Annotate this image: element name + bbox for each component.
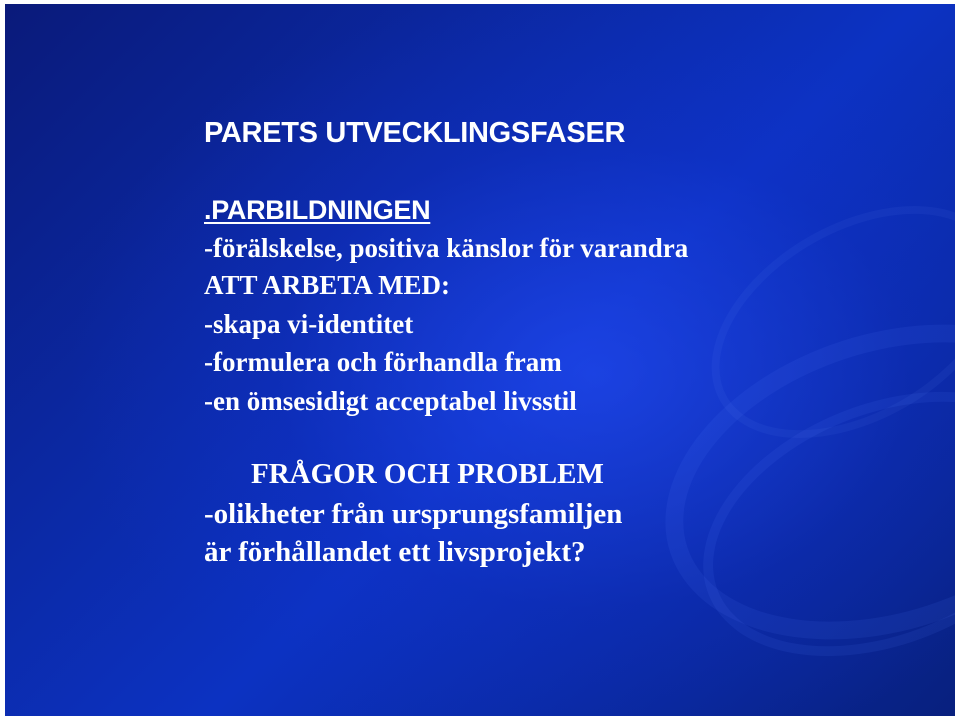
text-line: -olikheter från ursprungsfamiljen xyxy=(204,498,623,530)
text-line: -skapa vi-identitet xyxy=(204,309,414,339)
text-line: -förälskelse, positiva känslor för varandra xyxy=(204,233,689,263)
background-swoosh xyxy=(664,342,955,707)
text-line: -en ömsesidigt acceptabel livsstil xyxy=(204,386,577,416)
section-heading-parbildningen: .PARBILDNINGEN xyxy=(204,195,431,225)
slide-title: PARETS UTVECKLINGSFASER xyxy=(204,117,626,149)
section-heading-fragor: FRÅGOR OCH PROBLEM xyxy=(251,458,604,490)
text-line: är förhållandet ett livsprojekt? xyxy=(204,536,586,568)
slide xyxy=(5,4,955,716)
background-swoosh xyxy=(624,271,955,693)
text-line: -formulera och förhandla fram xyxy=(204,347,562,377)
text-line: ATT ARBETA MED: xyxy=(204,270,451,300)
background-swoosh xyxy=(671,158,955,486)
